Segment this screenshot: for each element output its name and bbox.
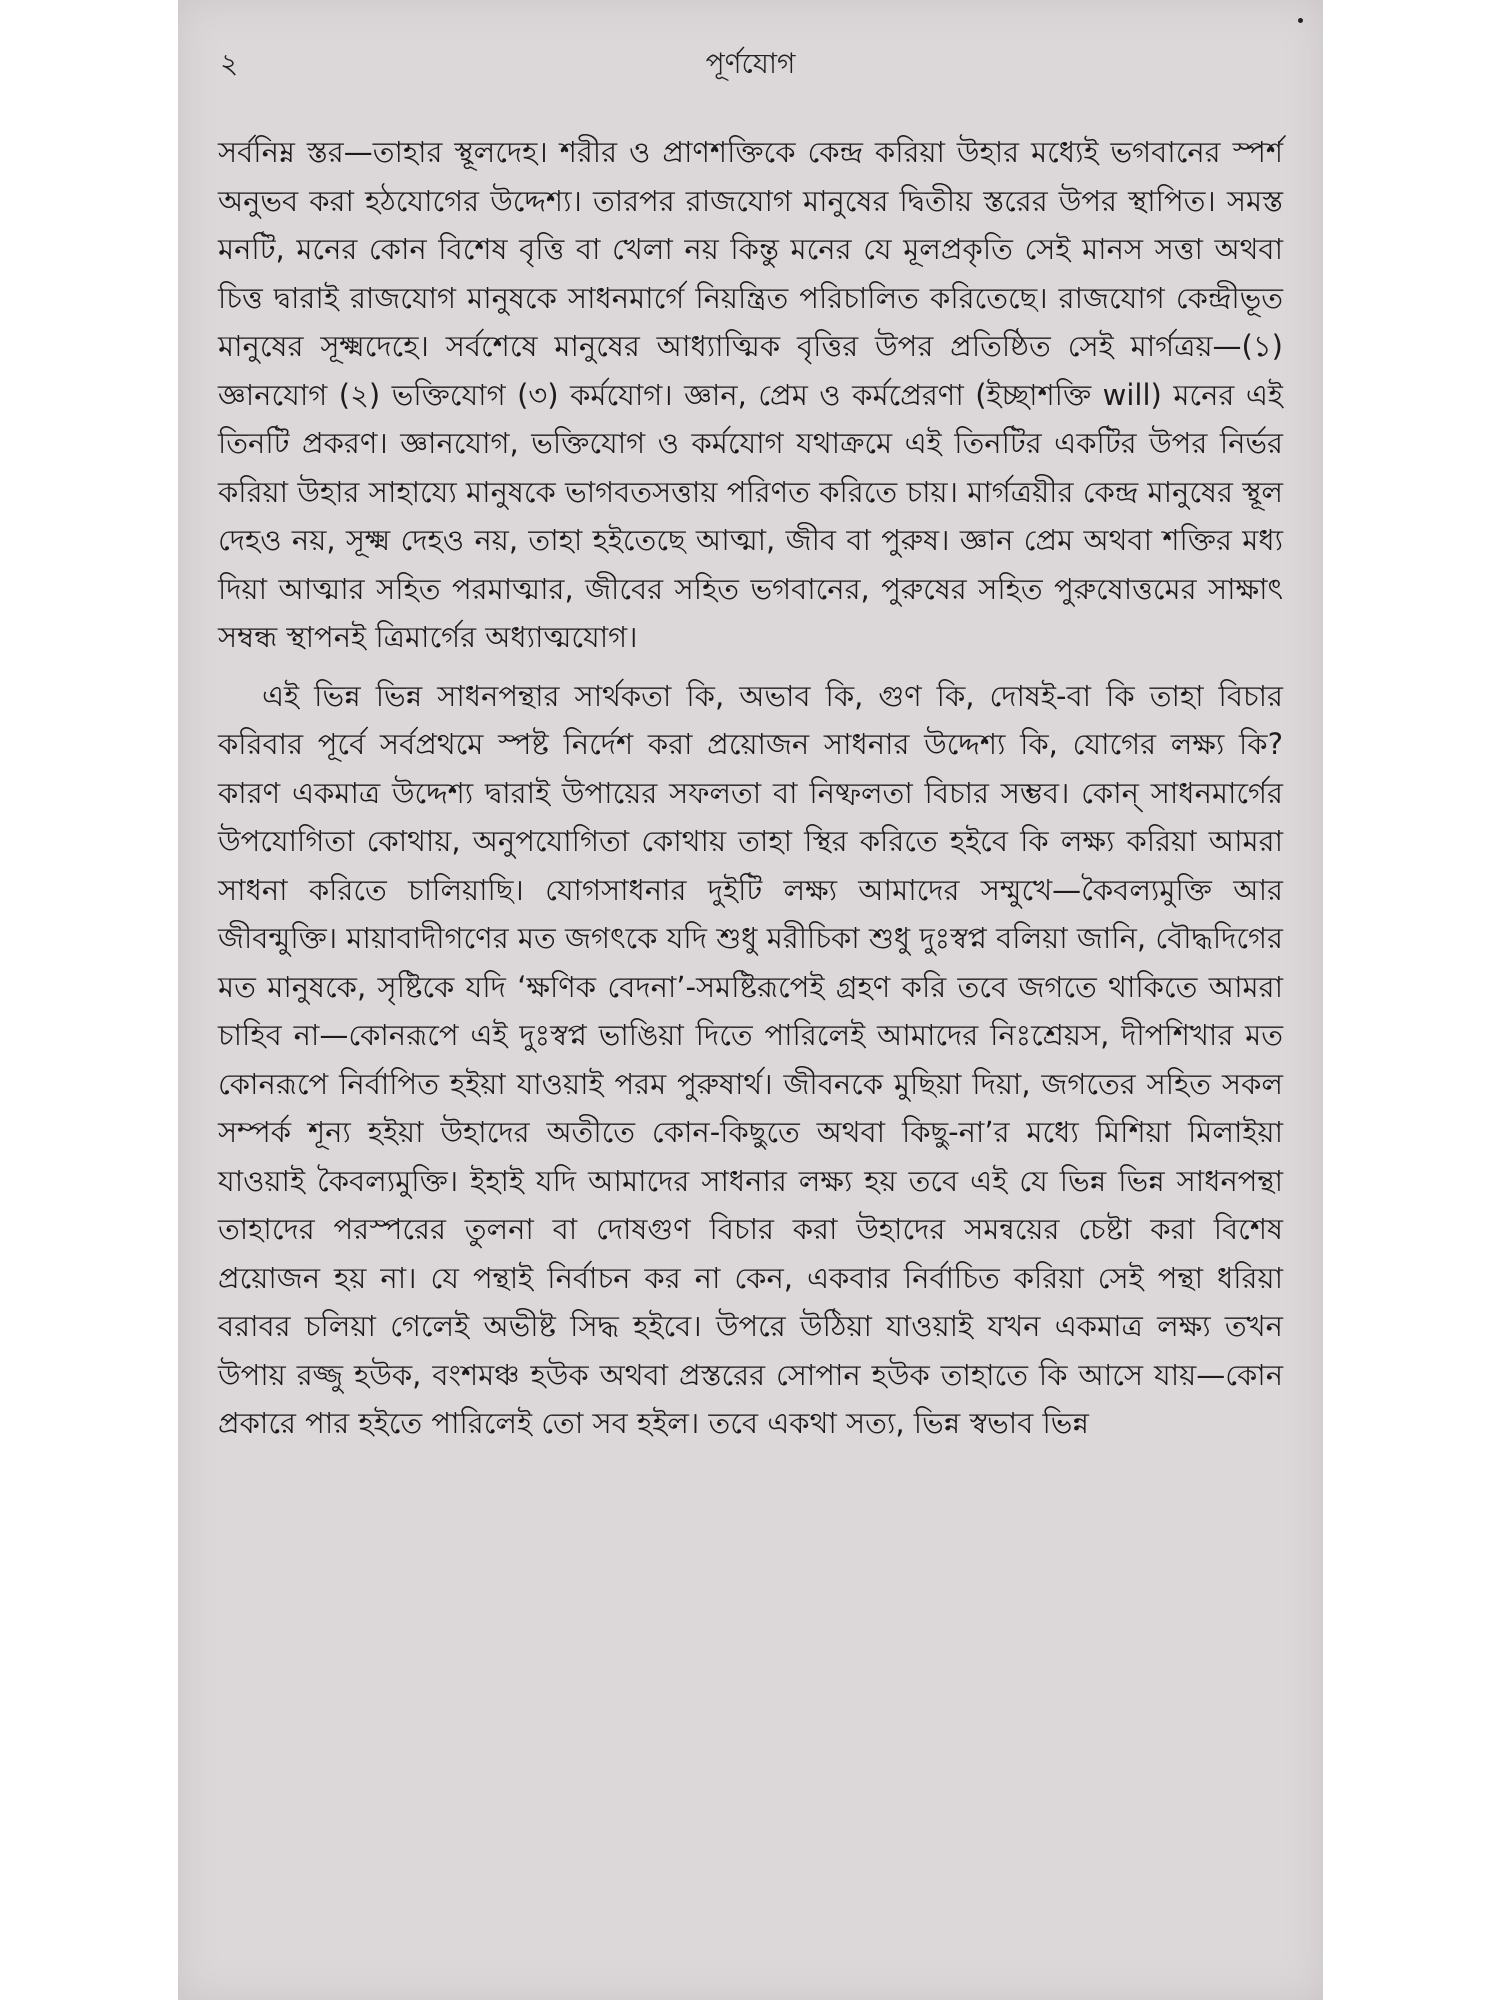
paragraph-2: এই ভিন্ন ভিন্ন সাধনপন্থার সার্থকতা কি, অভাব কি, গুণ কি, দোষই-বা কি তাহা বিচার করিবার পূর্বে সর্বপ্রথমে স্পষ্ট নির্দেশ করা প্রয়োজন সাধনার উদ্দেশ্য কি, যোগের লক্ষ্য কি? কারণ একমাত্র উদ্দেশ্য দ্বারাই উপায়ের সফলতা বা নিষ্ফলতা বিচার সম্ভব। কোন্ সাধনমার্গের উপযোগিতা কোথায়, অনুপযোগিতা কোথায় তাহা স্থির করিতে হইবে কি লক্ষ্য করিয়া আমরা সাধনা করিতে চালিয়াছি। যোগসাধনার দুইটি লক্ষ্য আমাদের সম্মুখে—কৈবল্যমুক্তি আর জীবন্মুক্তি। মায়াবাদীগণের মত জগৎকে যদি শুধু মরীচিকা শুধু দুঃস্বপ্ন বলিয়া জানি, বৌদ্ধদিগের মত মানুষকে, সৃষ্টিকে যদি ‘ক্ষণিক বেদনা’-সমষ্টিরূপেই গ্রহণ করি তবে জগতে থাকিতে আমরা চাহিব না—কোনরূপে এই দুঃস্বপ্ন ভাঙিয়া দিতে পারিলেই আমাদের নিঃশ্রেয়স, দীপশিখার মত কোনরূপে নির্বাপিত হইয়া যাওয়াই পরম পুরুষার্থ। জীবনকে মুছিয়া দিয়া, জগতের সহিত সকল সম্পর্ক শূন্য হইয়া উহাদের অতীতে কোন-কিছুতে অথবা কিছু-না’র মধ্যে মিশিয়া মিলাইয়া যাওয়াই কৈবল্যমুক্তি। ইহাই যদি আমাদের সাধনার লক্ষ্য হয় তবে এই যে ভিন্ন ভিন্ন সাধনপন্থা তাহাদের পরস্পরের তুলনা বা দোষগুণ বিচার করা উহাদের সমন্বয়ের চেষ্টা করা বিশেষ প্রয়োজন হয় না। যে পন্থাই নির্বাচন কর না কেন, একবার নির্বাচিত করিয়া সেই পন্থা ধরিয়া বরাবর চলিয়া গেলেই অভীষ্ট সিদ্ধ হইবে। উপরে উঠিয়া যাওয়াই যখন একমাত্র লক্ষ্য তখন উপায় রজ্জু হউক, বংশমঞ্চ হউক অথবা প্রস্তরের সোপান হউক তাহাতে কি আসে যায়—কোন প্রকারে পার হইতে পারিলেই তো সব হইল। তবে একথা সত্য, ভিন্ন স্বভাব ভিন্ন bbox=[218, 678, 1283, 1440]
page-number: ২ bbox=[220, 47, 239, 80]
paragraph-1: সর্বনিম্ন স্তর—তাহার স্থূলদেহ। শরীর ও প্রাণশক্তিকে কেন্দ্র করিয়া উহার মধ্যেই ভগবানের স্পর্শ অনুভব করা হঠযোগের উদ্দেশ্য। তারপর রাজযোগ মানুষের দ্বিতীয় স্তরের উপর স্থাপিত। সমস্ত মনটি, মনের কোন বিশেষ বৃত্তি বা খেলা নয় কিন্তু মনের যে মূলপ্রকৃতি সেই মানস সত্তা অথবা চিত্ত দ্বারাই রাজযোগ মানুষকে সাধনমার্গে নিয়ন্ত্রিত পরিচালিত করিতেছে। রাজযোগ কেন্দ্রীভূত মানুষের সূক্ষ্মদেহে। সর্বশেষে মানুষের আধ্যাত্মিক বৃত্তির উপর প্রতিষ্ঠিত সেই মার্গত্রয়—(১) জ্ঞানযোগ (২) ভক্তিযোগ (৩) কর্মযোগ। জ্ঞান, প্রেম ও কর্মপ্রেরণা (ইচ্ছাশক্তি will) মনের এই তিনটি প্রকরণ। জ্ঞানযোগ, ভক্তিযোগ ও কর্মযোগ যথাক্রমে এই তিনটির একটির উপর নির্ভর করিয়া উহার সাহায্যে মানুষকে ভাগবতসত্তায় পরিণত করিতে চায়। মার্গত্রয়ীর কেন্দ্র মানুষের স্থূল দেহও নয়, সূক্ষ্ম দেহও নয়, তাহা হইতেছে আত্মা, জীব বা পুরুষ। জ্ঞান প্রেম অথবা শক্তির মধ্য দিয়া আত্মার সহিত পরমাত্মার, জীবের সহিত ভগবানের, পুরুষের সহিত পুরুষোত্তমের সাক্ষাৎ সম্বন্ধ স্থাপনই ত্রিমার্গের অধ্যাত্মযোগ। bbox=[218, 135, 1283, 654]
page-header bbox=[178, 42, 1323, 82]
running-title: পূর্ণযোগ bbox=[705, 47, 796, 80]
ink-speck bbox=[1298, 18, 1303, 23]
body-text bbox=[218, 128, 1283, 1448]
scanned-page bbox=[178, 0, 1323, 2000]
